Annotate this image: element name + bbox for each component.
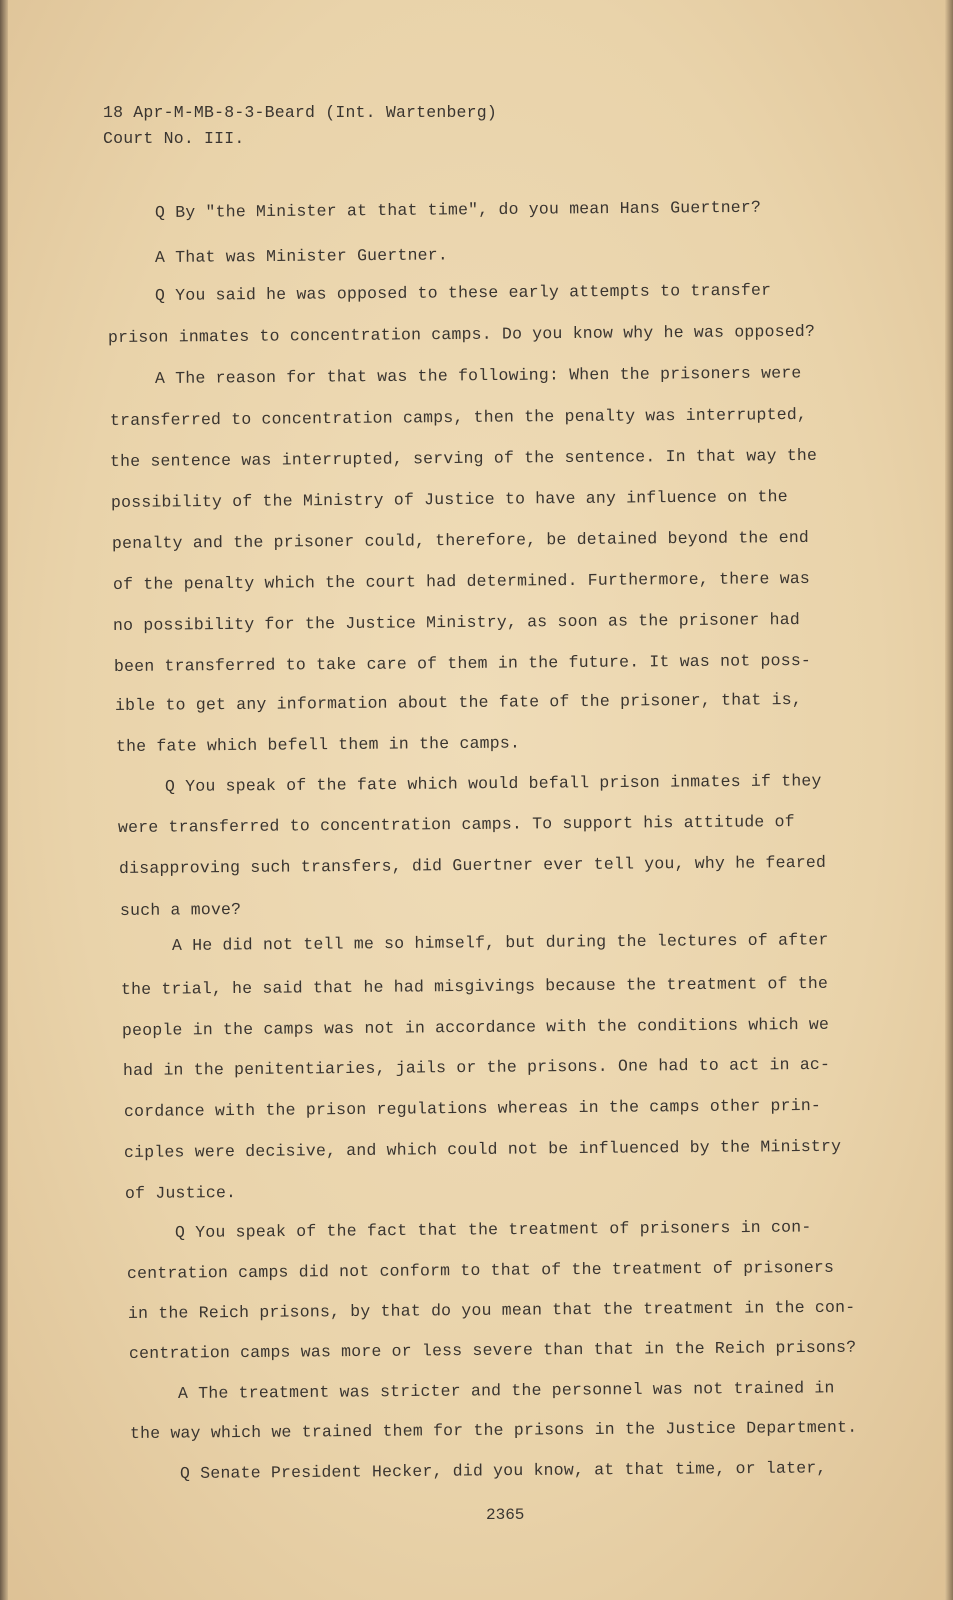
text-line: the fate which befell them in the camps. bbox=[115, 733, 521, 756]
text-line: such a move? bbox=[119, 899, 242, 920]
text-line: penalty and the prisoner could, therefore, be detained beyond the end bbox=[111, 527, 810, 553]
text-line: transferred to concentration camps, then the penalty was interrupted, bbox=[109, 404, 808, 430]
question-line: Q By "the Minister at that time", do you mean Hans Guertner? bbox=[154, 197, 762, 222]
text-line: of Justice. bbox=[124, 1183, 237, 1203]
text-line: the way which we trained them for the prisons in the Justice Department. bbox=[129, 1417, 858, 1443]
answer-line: A The reason for that was the following: When the prisoners were bbox=[154, 363, 802, 388]
page-edge-left bbox=[0, 0, 8, 1600]
text-line: people in the camps was not in accordance with the conditions which we bbox=[121, 1014, 830, 1040]
answer-line: A That was Minister Guertner. bbox=[154, 245, 449, 267]
page-number: 2365 bbox=[486, 1506, 525, 1524]
text-line: were transferred to concentration camps. To support his attitude of bbox=[117, 812, 795, 837]
text-line: had in the penitentiaries, jails or the prisons. One had to act in ac- bbox=[122, 1054, 831, 1080]
text-line: no possibility for the Justice Ministry, as soon as the prisoner had bbox=[112, 610, 800, 635]
text-line: cordance with the prison regulations whereas in the camps other prin- bbox=[123, 1095, 822, 1121]
text-line: in the Reich prisons, by that do you mean that the treatment in the con- bbox=[127, 1297, 856, 1323]
answer-line: A The treatment was stricter and the personnel was not trained in bbox=[177, 1378, 835, 1403]
text-line: ciples were decisive, and which could not be influenced by the Ministry bbox=[123, 1136, 842, 1162]
text-line: centration camps was more or less severe than that in the Reich prisons? bbox=[128, 1337, 857, 1363]
question-line: Q You said he was opposed to these early attempts to transfer bbox=[154, 280, 772, 305]
question-line: Q You speak of the fact that the treatment of prisoners in con- bbox=[174, 1217, 812, 1242]
question-line: Q Senate President Hecker, did you know, at that time, or later, bbox=[179, 1458, 827, 1483]
header-reference: 18 Apr-M-MB-8-3-Beard (Int. Wartenberg) bbox=[103, 103, 497, 122]
text-line: prison inmates to concentration camps. Do you know why he was opposed? bbox=[107, 321, 816, 347]
text-line: been transferred to take care of them in the future. It was not poss- bbox=[113, 650, 812, 676]
text-line: possibility of the Ministry of Justice to have any influence on the bbox=[110, 487, 788, 512]
text-line: centration camps did not conform to that of the treatment of prisoners bbox=[126, 1257, 835, 1283]
text-line: disapproving such transfers, did Guertner ever tell you, why he feared bbox=[118, 852, 827, 878]
question-line: Q You speak of the fate which would befall prison inmates if they bbox=[164, 771, 822, 796]
header-court: Court No. III. bbox=[103, 129, 245, 148]
text-line: of the penalty which the court had determined. Furthermore, there was bbox=[112, 568, 811, 594]
page-edge-right bbox=[945, 0, 953, 1600]
text-line: the sentence was interrupted, serving of the sentence. In that way the bbox=[109, 445, 818, 471]
text-line: the trial, he said that he had misgivings because the treatment of the bbox=[120, 973, 829, 999]
text-line: ible to get any information about the fate of the prisoner, that is, bbox=[114, 690, 802, 715]
answer-line: A He did not tell me so himself, but during the lectures of after bbox=[171, 930, 829, 955]
